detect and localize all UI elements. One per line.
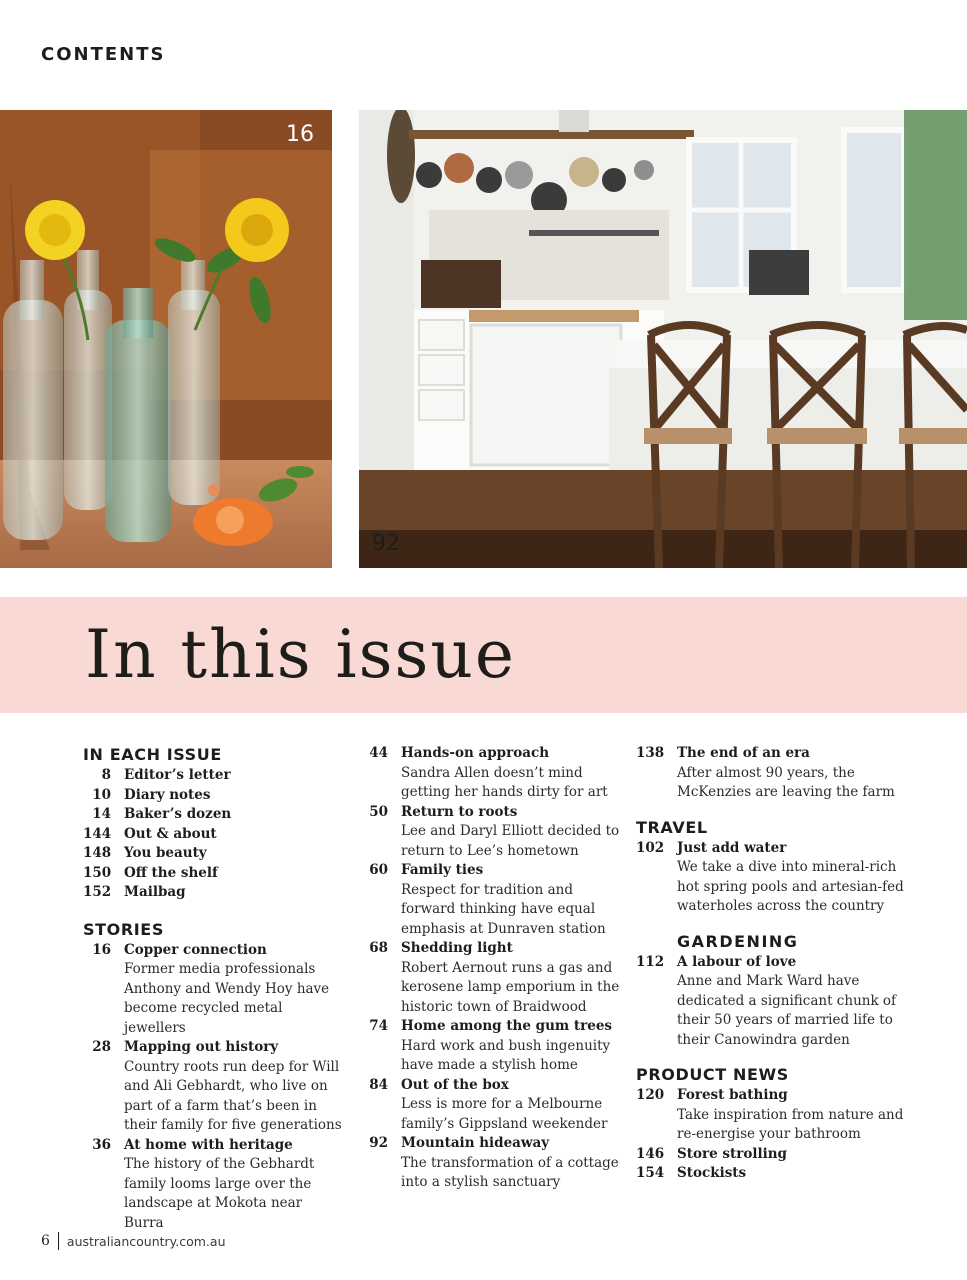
- list-item[interactable]: [636, 1164, 906, 1184]
- page-ref-92: 92: [372, 531, 400, 556]
- page-number: 10: [92, 786, 111, 803]
- item-description: Hard work and bush ingenuity have made a stylish home: [401, 1037, 611, 1073]
- page-number: 8: [101, 767, 111, 783]
- list-item[interactable]: [360, 861, 620, 939]
- contents-label: CONTENTS: [41, 44, 166, 65]
- page-ref-16: 16: [286, 122, 314, 147]
- list-item[interactable]: [636, 1086, 906, 1145]
- item-description: Lee and Daryl Elliott decided to return to Lee’s hometown: [401, 823, 620, 859]
- item-title: Mountain hideaway: [401, 1135, 550, 1151]
- list-item[interactable]: [360, 1017, 620, 1076]
- item-description: Country roots run deep for Will and Ali Gebhardt, who live on part of a farm that’s been in their family for five generations: [124, 1058, 342, 1133]
- list-item[interactable]: [636, 839, 906, 917]
- item-title: Hands-on approach: [401, 745, 550, 761]
- item-title: Shedding light: [401, 940, 513, 956]
- list-item[interactable]: [83, 844, 343, 864]
- page-number: 74: [369, 1018, 388, 1034]
- item-title: At home with heritage: [124, 1136, 293, 1153]
- page-number: 138: [636, 745, 665, 761]
- list-item[interactable]: [360, 803, 620, 862]
- item-description: Anne and Mark Ward have dedicated a significant chunk of their 50 years of married life to their Canowindra garden: [677, 973, 897, 1048]
- list-item[interactable]: [636, 953, 906, 1051]
- page-number: 146: [636, 1145, 665, 1162]
- list-item[interactable]: [83, 825, 343, 845]
- item-title: Return to roots: [401, 803, 518, 820]
- item-description: Less is more for a Melbourne family’s Gippsland weekender: [401, 1096, 608, 1132]
- item-title: Store strolling: [677, 1145, 787, 1162]
- item-title: Home among the gum trees: [401, 1018, 613, 1034]
- item-description: Sandra Allen doesn’t mind getting her hands dirty for art: [401, 764, 608, 800]
- item-title: Stockists: [677, 1165, 747, 1181]
- item-description: Take inspiration from nature and re-energise your bathroom: [677, 1106, 904, 1142]
- footer-divider: [58, 1232, 59, 1250]
- page-number: 102: [636, 839, 665, 856]
- item-title: Out of the box: [401, 1076, 509, 1093]
- item-description: Respect for tradition and forward thinking have equal emphasis at Dunraven station: [401, 881, 606, 937]
- list-item[interactable]: [360, 1076, 620, 1135]
- page-number: 36: [92, 1136, 111, 1153]
- item-title: Mailbag: [124, 884, 186, 900]
- list-item[interactable]: [83, 786, 343, 806]
- item-description: Former media professionals Anthony and Wendy Hoy have become recycled metal jewellers: [124, 961, 330, 1036]
- page-number: 112: [636, 953, 665, 970]
- page-number: 84: [369, 1076, 388, 1093]
- contents-column-2: [360, 744, 620, 1193]
- kitchen-illustration: [359, 110, 967, 568]
- item-title: Copper connection: [124, 941, 267, 958]
- section-heading-product-news: PRODUCT NEWS: [636, 1065, 789, 1084]
- title-banner: [0, 597, 967, 713]
- item-title: The end of an era: [677, 745, 810, 761]
- section-heading-in-each-issue: IN EACH ISSUE: [83, 745, 222, 764]
- page-number: 154: [636, 1165, 665, 1181]
- contents-column-1: [83, 744, 343, 1233]
- item-title: A labour of love: [677, 953, 797, 970]
- item-description: The transformation of a cottage into a stylish sanctuary: [401, 1154, 619, 1190]
- item-title: Mapping out history: [124, 1039, 279, 1055]
- flowers-bottles-illustration: [0, 110, 332, 568]
- page-footer: [41, 1232, 226, 1250]
- section-heading-stories: STORIES: [83, 919, 164, 939]
- page-number: 16: [92, 941, 111, 958]
- page-number: 152: [83, 884, 112, 900]
- list-item[interactable]: [83, 766, 343, 786]
- list-item[interactable]: [636, 1145, 906, 1165]
- list-item[interactable]: [636, 744, 906, 803]
- item-title: You beauty: [124, 845, 207, 861]
- page-number: 50: [369, 803, 388, 820]
- page-number: 44: [369, 745, 388, 761]
- section-heading-gardening: GARDENING: [677, 931, 799, 951]
- page-number: 144: [83, 825, 112, 842]
- contents-column-3: [636, 744, 906, 1184]
- page-title: In this issue: [85, 616, 516, 693]
- list-item[interactable]: [360, 744, 620, 803]
- page-number: 148: [83, 845, 112, 861]
- item-title: Out & about: [124, 825, 217, 842]
- item-title: Diary notes: [124, 786, 211, 803]
- item-title: Editor’s letter: [124, 767, 231, 783]
- list-item[interactable]: [83, 805, 343, 825]
- page-number: 28: [92, 1039, 111, 1055]
- list-item[interactable]: [83, 883, 343, 903]
- list-item[interactable]: [360, 939, 620, 1017]
- item-description: Robert Aernout runs a gas and kerosene lamp emporium in the historic town of Braidwood: [401, 959, 620, 1015]
- item-title: Forest bathing: [677, 1087, 788, 1103]
- list-item[interactable]: [360, 1134, 620, 1193]
- item-title: Baker’s dozen: [124, 806, 232, 822]
- kitchen-photo[interactable]: [359, 110, 967, 568]
- website-link[interactable]: australiancountry.com.au: [66, 1233, 226, 1249]
- list-item[interactable]: [83, 1038, 343, 1136]
- page-number: 150: [83, 864, 112, 881]
- page-number-footer: 6: [41, 1233, 50, 1249]
- item-description: The history of the Gebhardt family looms large over the landscape at Mokota near Burra: [124, 1156, 315, 1231]
- item-title: Just add water: [677, 839, 787, 856]
- list-item[interactable]: [83, 864, 343, 884]
- item-title: Family ties: [401, 862, 484, 878]
- list-item[interactable]: [83, 941, 343, 1039]
- item-description: After almost 90 years, the McKenzies are leaving the farm: [677, 764, 895, 800]
- page-number: 68: [369, 940, 388, 956]
- list-item[interactable]: [83, 1136, 343, 1234]
- item-description: We take a dive into mineral-rich hot spring pools and artesian-fed waterholes across the country: [677, 859, 904, 914]
- page-number: 14: [92, 806, 111, 822]
- page-number: 60: [369, 862, 388, 878]
- item-title: Off the shelf: [124, 864, 218, 881]
- section-heading-travel: TRAVEL: [636, 817, 708, 837]
- page-number: 120: [636, 1087, 665, 1103]
- page-number: 92: [369, 1135, 388, 1151]
- flowers-bottles-photo[interactable]: [0, 110, 332, 568]
